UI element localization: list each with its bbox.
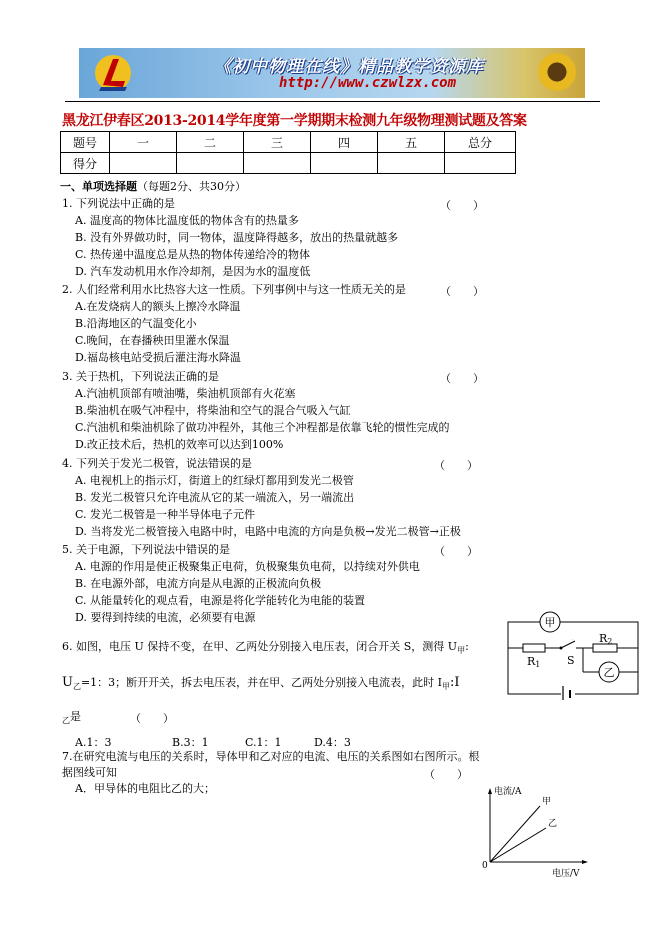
answer-blank[interactable]: （ ）	[434, 545, 478, 558]
question-6-text-a: 6. 如图，电压 U 保持不变，在甲、乙两处分别接入电压表，闭合开关 S，测得 U	[62, 640, 458, 653]
table-cell: 得分	[61, 153, 110, 174]
table-cell: 四	[311, 132, 378, 153]
option-d: D. 汽车发动机用水作冷却剂，是因为水的温度低	[75, 265, 311, 278]
question-6-stem-end	[62, 710, 81, 728]
score-input-cell[interactable]	[445, 153, 516, 174]
question-1-stem: 1. 下列说法中正确的是	[62, 197, 175, 210]
option-a: A.在发烧病人的额头上擦冷水降温	[75, 300, 241, 313]
option-d: D.改正技术后，热机的效率可以达到100%	[75, 438, 284, 451]
table-cell: 二	[177, 132, 244, 153]
option-a: A.1：3	[75, 736, 112, 749]
option-a: A. 电视机上的指示灯，街道上的红绿灯都用到发光二极管	[75, 474, 354, 487]
option-b: B.3：1	[172, 736, 209, 749]
option-a: A. 温度高的物体比温度低的物体含有的热量多	[75, 214, 299, 227]
symbol-i: :I	[450, 675, 460, 690]
option-a: A.汽油机顶部有喷油嘴，柴油机顶部有火花塞	[75, 387, 296, 400]
score-input-cell[interactable]	[177, 153, 244, 174]
subscript: 乙	[62, 716, 70, 726]
meter-jia-label: 甲	[544, 616, 556, 629]
table-cell: 题号	[61, 132, 110, 153]
answer-blank[interactable]: （ ）	[440, 199, 484, 212]
table-row	[61, 153, 516, 174]
option-c: C. 热传递中温度总是从热的物体传递给冷的物体	[75, 248, 311, 261]
option-c: C.1：1	[245, 736, 282, 749]
question-6-stem	[62, 640, 469, 658]
subscript: 甲	[442, 682, 451, 692]
line-yi-label: 乙	[548, 819, 558, 829]
header-divider	[65, 101, 600, 102]
score-input-cell[interactable]	[244, 153, 311, 174]
subscript: 甲	[457, 646, 466, 656]
section-note: （每题2分、共30分）	[137, 180, 246, 193]
option-d: D. 要得到持续的电流，必须要有电源	[75, 611, 256, 624]
y-axis-arrow	[488, 788, 492, 794]
option-b: B.柴油机在吸气冲程中，将柴油和空气的混合气吸入气缸	[75, 404, 351, 417]
current-voltage-graph	[480, 780, 600, 880]
subscript: 乙	[72, 682, 81, 692]
line-jia	[490, 806, 540, 862]
score-input-cell[interactable]	[378, 153, 445, 174]
section-title: 一、单项选择题	[60, 180, 137, 193]
sunflower-icon	[535, 50, 579, 94]
x-axis-label: 电压/V	[552, 869, 580, 879]
header-banner	[79, 48, 585, 98]
r2-label: R2	[599, 632, 613, 646]
answer-blank[interactable]: （ ）	[130, 712, 174, 725]
origin-label: 0	[482, 861, 488, 871]
question-7-stem-cont: 据图线可知	[62, 766, 117, 779]
table-cell: 三	[244, 132, 311, 153]
answer-blank[interactable]: （ ）	[424, 768, 468, 781]
answer-blank[interactable]: （ ）	[440, 372, 484, 385]
switch-label: S	[567, 654, 575, 667]
question-3-stem: 3. 关于热机，下列说法正确的是	[62, 370, 219, 383]
option-c: C. 从能量转化的观点看，电源是将化学能转化为电能的装置	[75, 594, 366, 607]
score-table	[60, 131, 516, 174]
option-a: A. 电源的作用是使正极聚集正电荷，负极聚集负电荷，以持续对外供电	[75, 560, 420, 573]
option-b: B. 没有外界做功时，同一物体，温度降得越多，放出的热量就越多	[75, 231, 399, 244]
option-b: B.沿海地区的气温变化小	[75, 317, 197, 330]
document-title: 黑龙江伊春区2013-2014学年度第一学期期末检测九年级物理测试题及答案	[62, 113, 527, 129]
score-input-cell[interactable]	[311, 153, 378, 174]
question-6-stem-cont	[62, 676, 460, 694]
table-row	[61, 132, 516, 153]
option-b: B. 发光二极管只允许电流从它的某一端流入，另一端流出	[75, 491, 355, 504]
table-cell: 总分	[445, 132, 516, 153]
option-d: D.福岛核电站受损后灌注海水降温	[75, 351, 241, 364]
site-logo-icon	[83, 51, 143, 95]
y-axis-label: 电流/A	[494, 787, 522, 797]
option-c: C.汽油机和柴油机除了做功冲程外，其他三个冲程都是依靠飞轮的惯性完成的	[75, 421, 450, 434]
option-d: D.4：3	[314, 736, 351, 749]
option-b: B. 在电源外部，电流方向是从电源的正极流向负极	[75, 577, 322, 590]
question-5-stem: 5. 关于电源，下列说法中错误的是	[62, 543, 230, 556]
banner-url: http://www.czwlzx.com	[279, 75, 457, 91]
colon: :	[465, 640, 469, 653]
resistor-r2-icon	[593, 644, 617, 652]
option-a: A．甲导体的电阻比乙的大；	[75, 782, 215, 795]
line-jia-label: 甲	[542, 797, 552, 807]
option-d: D. 当将发光二极管接入电路中时，电路中电流的方向是负极→发光二极管→正极	[75, 525, 461, 538]
table-cell: 五	[378, 132, 445, 153]
question-4-stem: 4. 下列关于发光二极管，说法错误的是	[62, 457, 252, 470]
table-cell: 一	[110, 132, 177, 153]
r1-label: R1	[527, 655, 541, 669]
resistor-r1-icon	[523, 644, 545, 652]
question-6-text-c: 是	[70, 710, 81, 723]
option-c: C. 发光二极管是一种半导体电子元件	[75, 508, 256, 521]
x-axis-arrow	[582, 860, 588, 864]
question-2-stem: 2. 人们经常利用水比热容大这一性质。下列事例中与这一性质无关的是	[62, 283, 406, 296]
answer-blank[interactable]: （ ）	[434, 459, 478, 472]
option-c: C.晚间，在春播秧田里灌水保温	[75, 334, 230, 347]
question-7-stem: 7.在研究电流与电压的关系时，导体甲和乙对应的电流、电压的关系图如右图所示。根	[62, 750, 480, 763]
score-input-cell[interactable]	[110, 153, 177, 174]
circuit-diagram	[505, 610, 645, 702]
symbol-u: U	[62, 675, 73, 690]
section-heading	[60, 180, 246, 194]
meter-yi-label: 乙	[603, 666, 615, 679]
banner-title: 《初中物理在线》精品教学资源库	[214, 57, 484, 77]
answer-blank[interactable]: （ ）	[440, 285, 484, 298]
question-6-text-b: =1：3；断开开关，拆去电压表，并在甲、乙两处分别接入电流表，此时 I	[80, 676, 443, 689]
line-yi	[490, 828, 546, 862]
